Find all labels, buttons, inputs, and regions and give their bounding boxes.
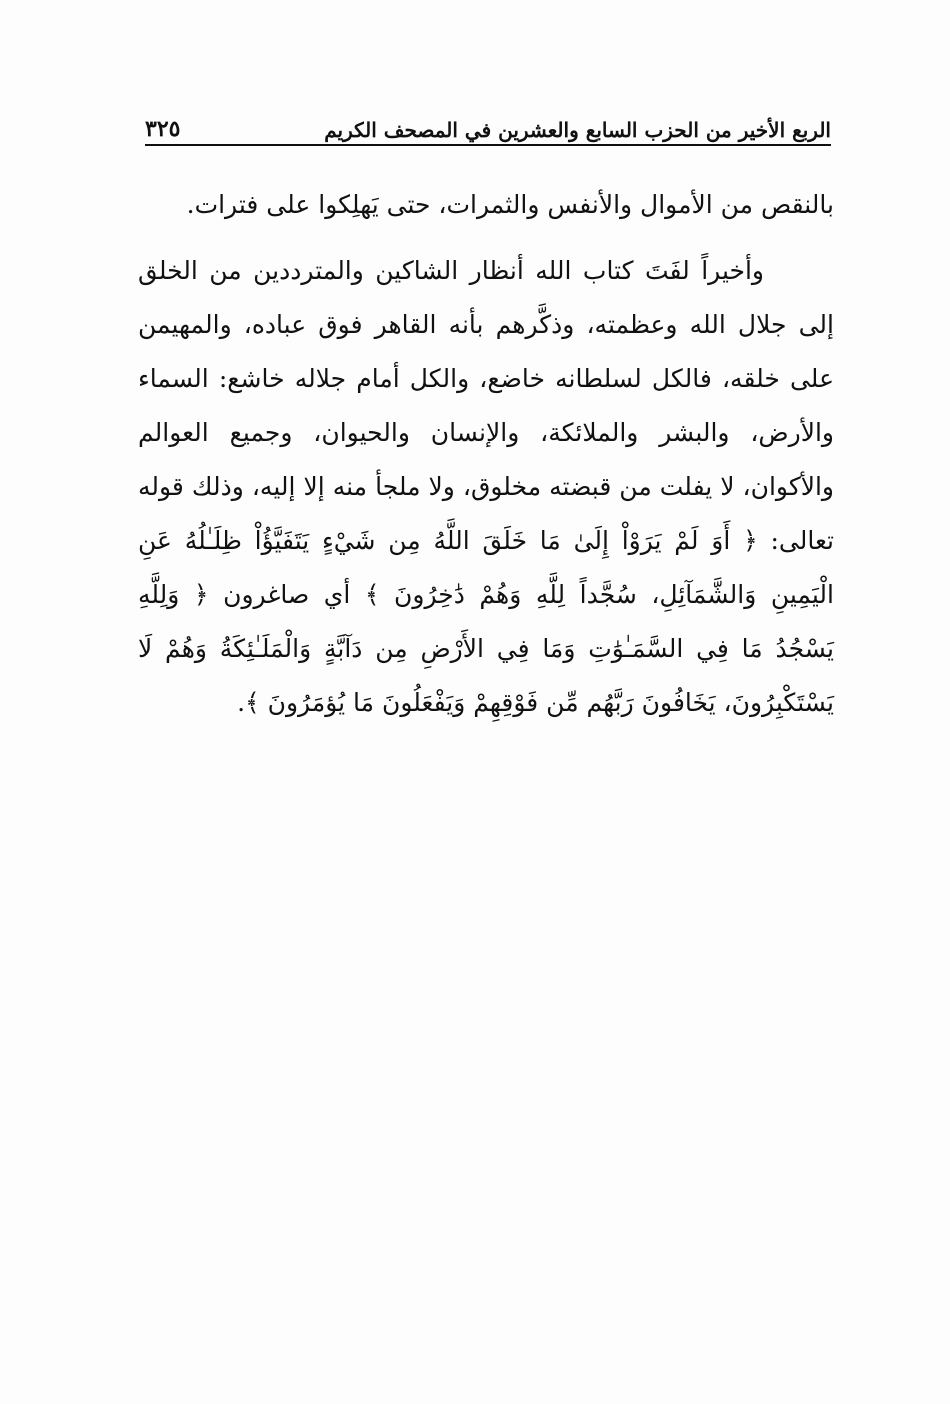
body-text [138,178,834,730]
running-header [145,104,831,140]
header-title: الربع الأخير من الحزب السابع والعشرين في المصحف الكريم [324,118,831,142]
page-number: ٣٢٥ [145,116,181,142]
paragraph: وأخيراً لفَتَ كتاب الله أنظار الشاكين والمترددين من الخلق إلى جلال الله وعظمته، وذكَّرهم بأنه القاهر فوق عباده، والمهيمن على خلقه، فالكل لسلطانه خاضع، والكل أمام جلاله خاشع: السماء والأرض، والبشر والملائكة، والإنسان والحيوان، وجميع العوالم والأكوان، لا يفلت من قبضته مخلوق، ولا ملجأ منه إلا إليه، وذلك قوله تعالى: ﴿ أَوَ لَمْ يَرَوْاْ إِلَىٰ مَا خَلَقَ اللَّهُ مِن شَيْءٍ يَتَفَيَّؤُاْ ظِلَـٰلُهُ عَنِ الْيَمِينِ وَالشَّمَآئِلِ، سُجَّداً لِلَّهِ وَهُمْ دَٰخِرُونَ ﴾ أي صاغرون ﴿ وَلِلَّهِ يَسْجُدُ مَا فِي السَّمَـٰوَٰتِ وَمَا فِي الأَرْضِ مِن دَآبَّةٍ وَالْمَلَـٰئِكَةُ وَهُمْ لَا يَسْتَكْبِرُونَ، يَخَافُونَ رَبَّهُم مِّن فَوْقِهِمْ وَيَفْعَلُونَ مَا يُؤمَرُونَ ﴾. [138,256,834,717]
paragraph-continuation: بالنقص من الأموال والأنفس والثمرات، حتى يَهلِكوا على فترات. [186,190,834,219]
header-rule [145,144,831,146]
